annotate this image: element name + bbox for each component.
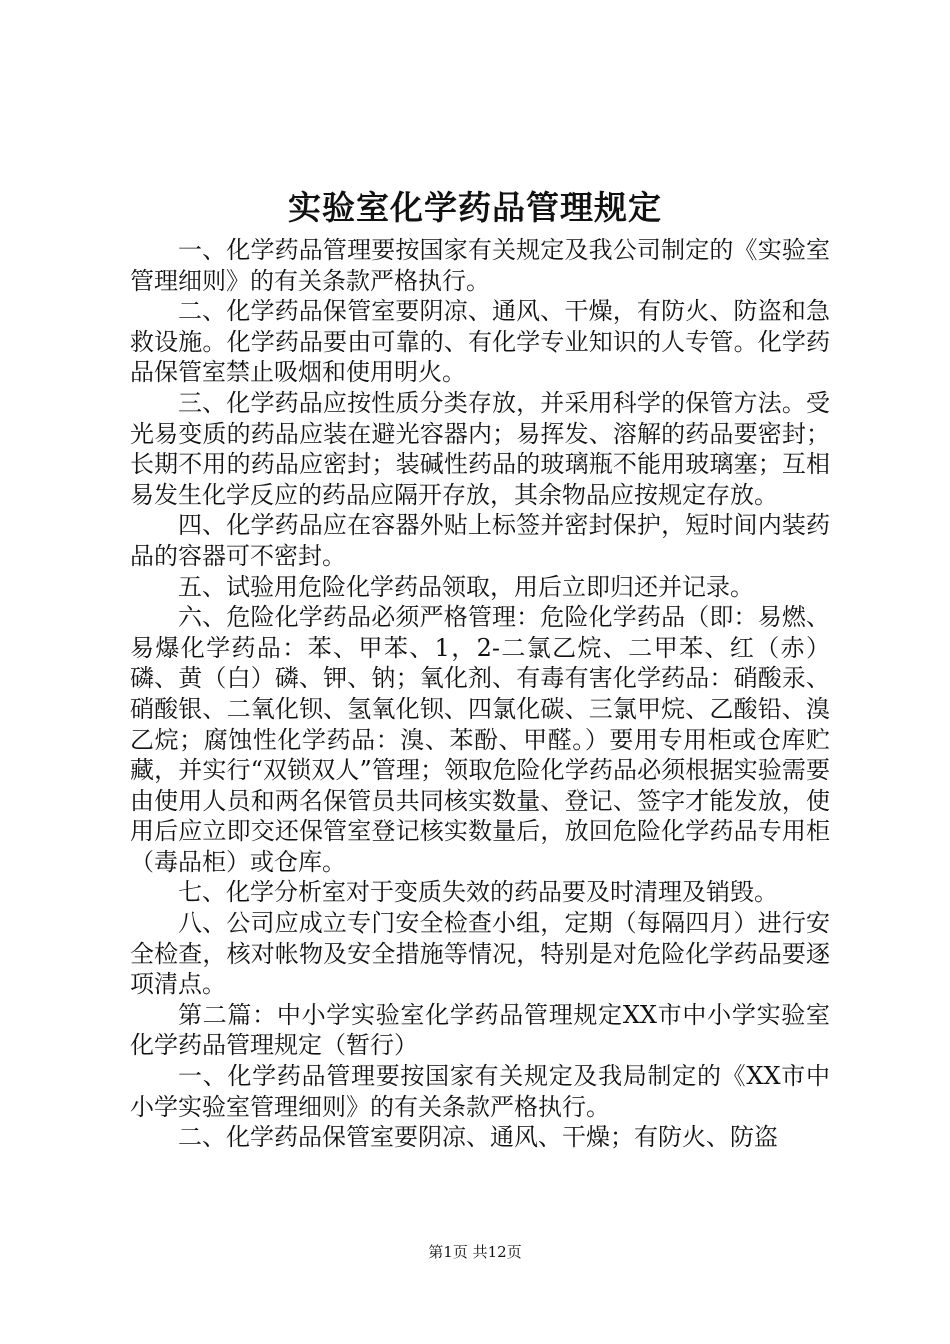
page-indicator: 第1页 共12页 (428, 1243, 522, 1261)
paragraph-8: 八、公司应成立专门安全检查小组，定期（每隔四月）进行安全检查，核对帐物及安全措施等情况，特别是对危险化学药品要逐项清点。 (130, 909, 830, 999)
paragraph-6: 六、危险化学药品必须严格管理：危险化学药品（即：易燃、易爆化学药品：苯、甲苯、1，2-二氯乙烷、二甲苯、红（赤）磷、黄（白）磷、钾、钠；氧化剂、有毒有害化学药品：硝酸汞、硝酸银、二氧化钡、氢氧化钡、四氯化碳、三氯甲烷、乙酸铅、溴乙烷；腐蚀性化学药品：溴、苯酚、甲醛。）要用专用柜或仓库贮藏，并实行“双锁双人”管理；领取危险化学药品必须根据实验需要由使用人员和两名保管员共同核实数量、登记、签字才能发放，使用后应立即交还保管室登记核实数量后，放回危险化学药品专用柜（毒品柜）或仓库。 (130, 603, 830, 876)
document-title: 实验室化学药品管理规定 (288, 188, 662, 227)
paragraph-2: 二、化学药品保管室要阴凉、通风、干燥，有防火、防盗和急救设施。化学药品要由可靠的、有化学专业知识的人专管。化学药品保管室禁止吸烟和使用明火。 (130, 297, 830, 387)
paragraph-4: 四、化学药品应在容器外贴上标签并密封保护，短时间内装药品的容器可不密封。 (130, 511, 830, 570)
paragraph-1: 一、化学药品管理要按国家有关规定及我公司制定的《实验室管理细则》的有关条款严格执行。 (130, 236, 830, 295)
paragraph-11: 二、化学药品保管室要阴凉、通风、干燥；有防火、防盗 (178, 1123, 778, 1152)
paragraph-5: 五、试验用危险化学药品领取，用后立即归还并记录。 (178, 572, 754, 601)
paragraph-7: 七、化学分析室对于变质失效的药品要及时清理及销毁。 (178, 878, 778, 907)
paragraph-10: 一、化学药品管理要按国家有关规定及我局制定的《XX市中小学实验室管理细则》的有关条款严格执行。 (130, 1062, 830, 1121)
document-body (130, 235, 830, 1153)
paragraph-3: 三、化学药品应按性质分类存放，并采用科学的保管方法。受光易变质的药品应装在避光容器内；易挥发、溶解的药品要密封；长期不用的药品应密封；装碱性药品的玻璃瓶不能用玻璃塞；互相易发生化学反应的药品应隔开存放，其余物品应按规定存放。 (130, 388, 830, 509)
paragraph-9: 第二篇：中小学实验室化学药品管理规定XX市中小学实验室化学药品管理规定（暂行） (130, 1000, 830, 1060)
